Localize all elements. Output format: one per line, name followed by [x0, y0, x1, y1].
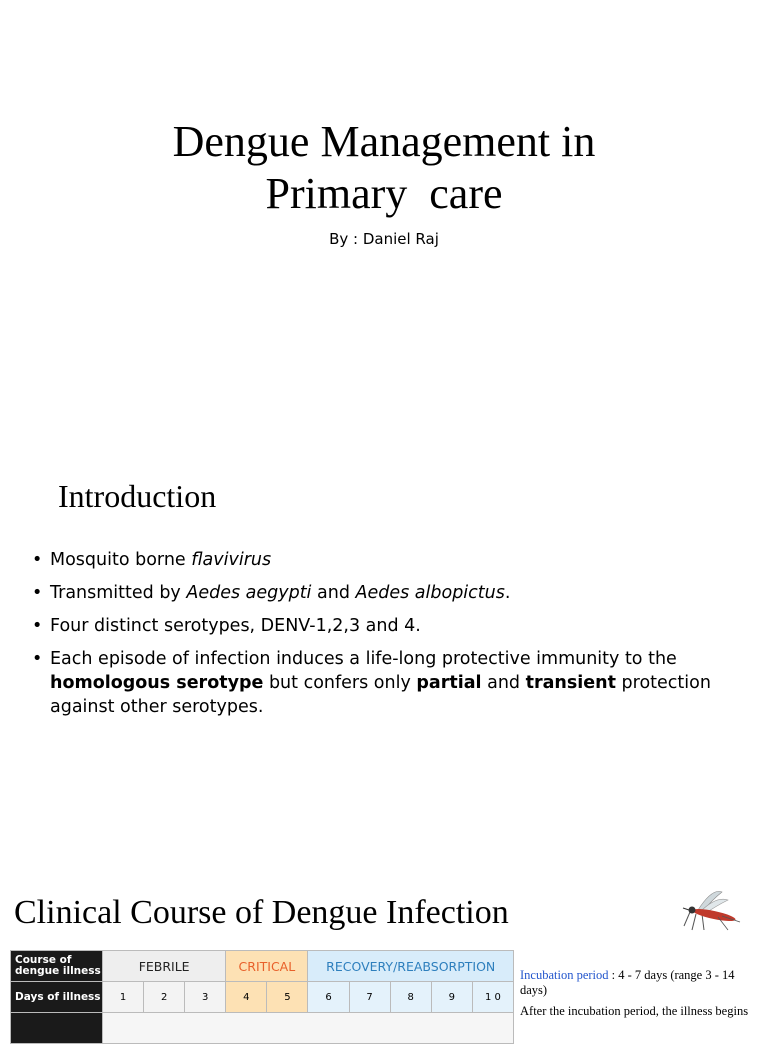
bullet-item: [32, 581, 732, 605]
side-notes: [520, 968, 760, 1025]
phase-recovery: RECOVERY/REABSORPTION: [308, 951, 514, 982]
bullet-text: .: [504, 583, 511, 603]
bullet-item: [32, 614, 732, 638]
bullet-text: protection against other serotypes.: [50, 673, 711, 717]
bullet-text: and: [311, 583, 356, 603]
bullet-item: [32, 548, 732, 572]
day-cell: 9: [431, 982, 472, 1013]
clinical-course-table: [10, 950, 514, 1044]
bullet-dot-icon: •: [32, 550, 43, 570]
bullet-bold: transient: [525, 673, 616, 693]
day-cell: 7: [349, 982, 390, 1013]
day-cell: 1: [103, 982, 144, 1013]
bullet-dot-icon: •: [32, 649, 43, 669]
day-cell: 2: [144, 982, 185, 1013]
bullet-dot-icon: •: [32, 616, 43, 636]
slide-heading: Introduction: [58, 478, 217, 514]
bullet-text: Four distinct serotypes, DENV-1,2,3 and 4.: [50, 616, 421, 636]
bullet-text: but confers only: [263, 673, 417, 693]
day-cell: 6: [308, 982, 349, 1013]
presentation-title: [0, 116, 768, 220]
incubation-text: : 4 - 7 days (range 3 - 14 days): [520, 968, 735, 997]
row-label: Course of dengue illness: [11, 951, 103, 982]
clinical-course-slide: [0, 860, 768, 1024]
bullet-item: [32, 647, 732, 719]
introduction-slide: [0, 420, 768, 860]
title-line-1: Dengue Management in: [172, 117, 596, 166]
row-label-empty: [11, 1013, 103, 1044]
after-incubation-note: After the incubation period, the illness begins: [520, 1004, 749, 1018]
phase-critical: CRITICAL: [226, 951, 308, 982]
title-slide: [0, 0, 768, 420]
author-byline: By : Daniel Raj: [329, 230, 439, 248]
bullet-text: Transmitted by: [50, 583, 187, 603]
mosquito-icon: [682, 882, 746, 934]
bullet-text: Each episode of infection induces a life-long protective immunity to the: [50, 649, 677, 669]
slide-heading: Clinical Course of Dengue Infection: [14, 894, 509, 931]
row-label: Days of illness: [11, 982, 103, 1013]
table-row: [11, 1013, 514, 1044]
table-row: [11, 951, 514, 982]
bullet-dot-icon: •: [32, 583, 43, 603]
title-line-2: Primary care: [265, 169, 503, 218]
day-cell: 8: [390, 982, 431, 1013]
bullet-bold: homologous serotype: [50, 673, 264, 693]
incubation-note: [520, 968, 760, 998]
bullet-text: and: [481, 673, 526, 693]
day-cell: 5: [267, 982, 308, 1013]
day-cell: 4: [226, 982, 267, 1013]
day-cell: 3: [185, 982, 226, 1013]
bullet-italic: Aedes aegypti: [186, 583, 312, 603]
bullet-bold: partial: [416, 673, 482, 693]
incubation-label: Incubation period: [520, 968, 609, 982]
table-row: [11, 982, 514, 1013]
bullet-italic: flavivirus: [191, 550, 272, 570]
bullet-text: Mosquito borne: [50, 550, 192, 570]
bullet-list: [32, 548, 732, 728]
phase-febrile: FEBRILE: [103, 951, 226, 982]
bullet-italic: Aedes albopictus: [355, 583, 505, 603]
empty-cell: [103, 1013, 514, 1044]
day-cell: 1 0: [472, 982, 513, 1013]
